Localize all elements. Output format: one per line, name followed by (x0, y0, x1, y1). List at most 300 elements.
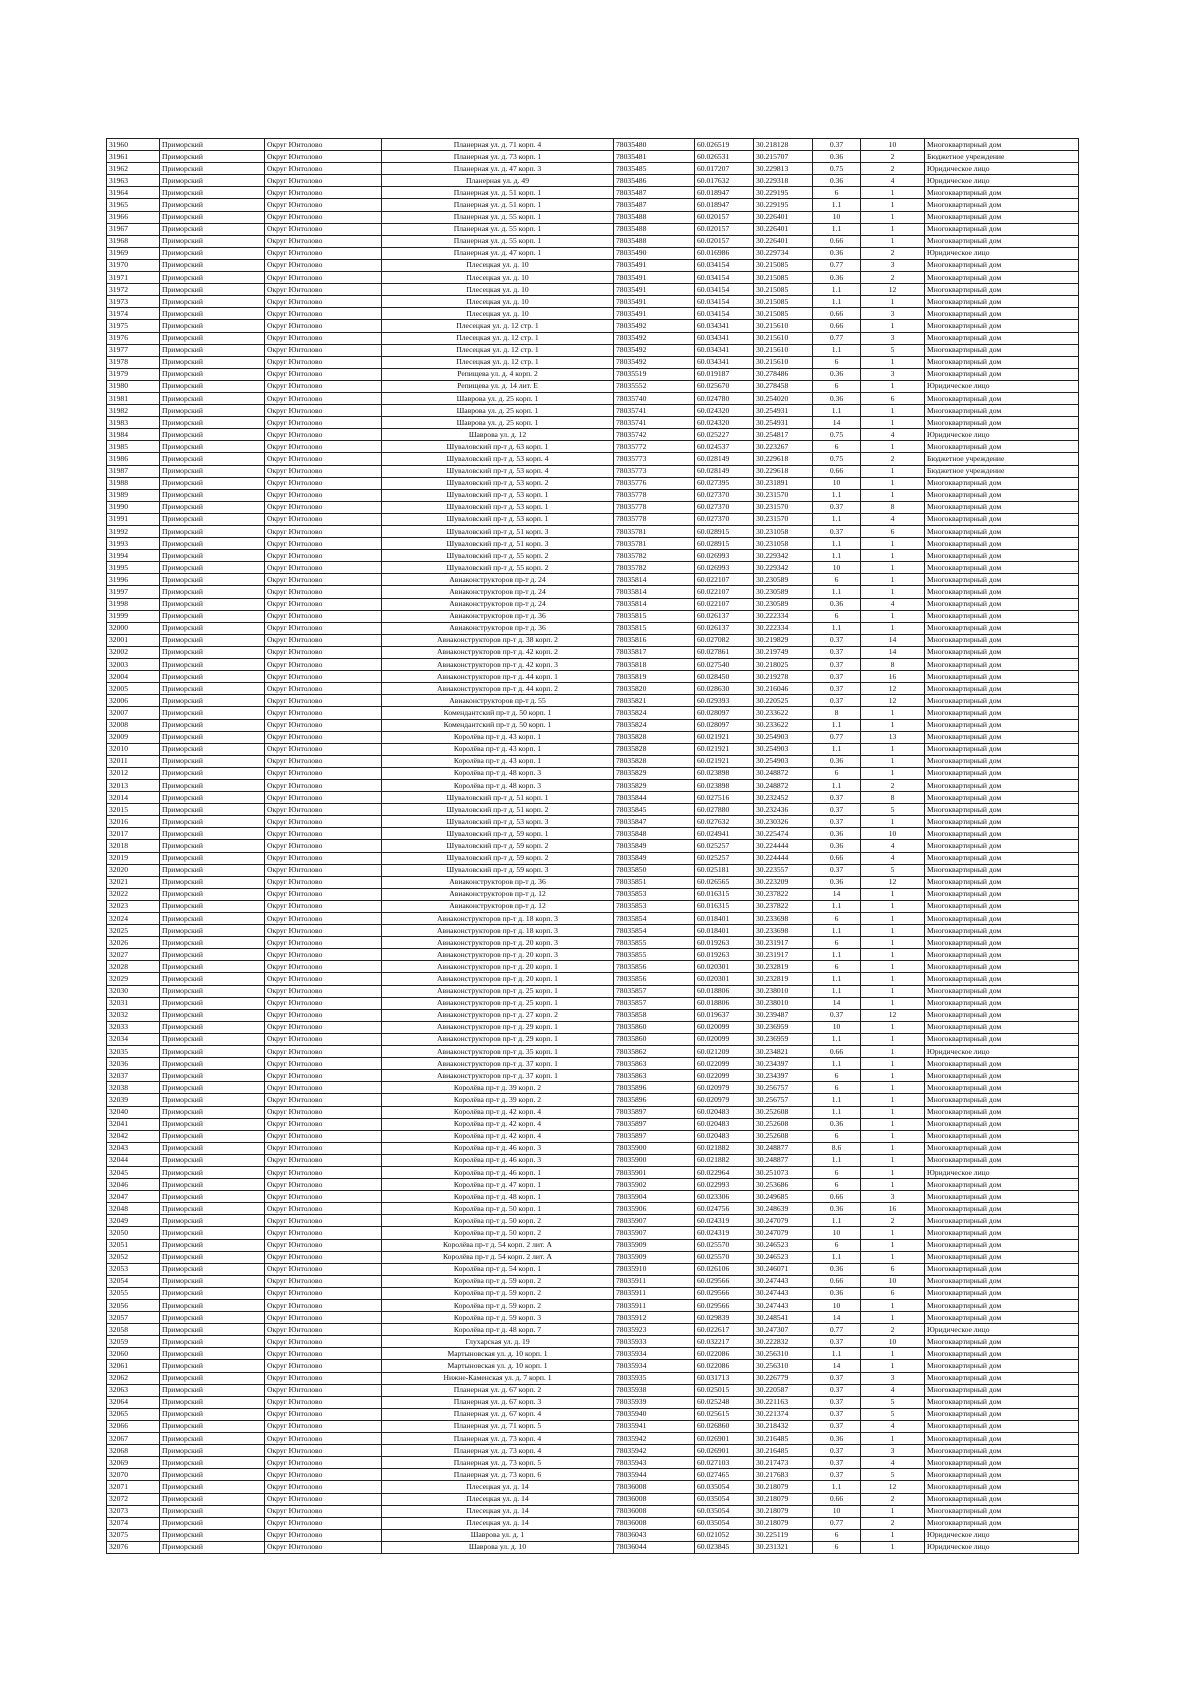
cell-latitude: 60.025015 (695, 1384, 754, 1396)
cell-row-number: 32042 (107, 1130, 160, 1142)
cell-volume: 1.1 (813, 405, 861, 417)
cell-object-code: 78035778 (614, 513, 695, 525)
cell-latitude: 60.034154 (695, 259, 754, 271)
cell-volume: 1.1 (813, 622, 861, 634)
cell-row-number: 31987 (107, 465, 160, 477)
cell-row-number: 32050 (107, 1227, 160, 1239)
cell-district: Приморский (160, 804, 265, 816)
cell-municipal-district: Округ Юнтолово (265, 852, 382, 864)
table-row (107, 1239, 1079, 1251)
cell-row-number: 31965 (107, 199, 160, 211)
cell-count: 12 (861, 1009, 925, 1021)
cell-district: Приморский (160, 586, 265, 598)
cell-object-code: 78035857 (614, 985, 695, 997)
cell-count: 1 (861, 380, 925, 392)
cell-count: 4 (861, 175, 925, 187)
cell-municipal-district: Округ Юнтолово (265, 1058, 382, 1070)
table-row (107, 1251, 1079, 1263)
cell-latitude: 60.017632 (695, 175, 754, 187)
cell-longitude: 30.246523 (754, 1239, 813, 1251)
cell-longitude: 30.222334 (754, 610, 813, 622)
cell-object-code: 78035828 (614, 755, 695, 767)
cell-volume: 10 (813, 211, 861, 223)
cell-object-code: 78035829 (614, 779, 695, 791)
cell-municipal-district: Округ Юнтолово (265, 368, 382, 380)
cell-address: Королёва пр-т д. 59 корп. 3 (382, 1312, 614, 1324)
cell-municipal-district: Округ Юнтолово (265, 779, 382, 791)
cell-object-type: Многоквартирный дом (925, 683, 1079, 695)
cell-object-code: 78035942 (614, 1445, 695, 1457)
cell-address: Авиаконструкторов пр-т д. 25 корп. 1 (382, 985, 614, 997)
cell-object-code: 78035824 (614, 707, 695, 719)
cell-longitude: 30.231570 (754, 513, 813, 525)
cell-object-code: 78035849 (614, 840, 695, 852)
cell-municipal-district: Округ Юнтолово (265, 1082, 382, 1094)
cell-latitude: 60.025570 (695, 1239, 754, 1251)
cell-address: Королёва пр-т д. 46 корп. 3 (382, 1154, 614, 1166)
cell-address: Королёва пр-т д. 59 корп. 2 (382, 1287, 614, 1299)
cell-longitude: 30.221163 (754, 1396, 813, 1408)
cell-object-type: Многоквартирный дом (925, 949, 1079, 961)
cell-address: Авиаконструкторов пр-т д. 55 (382, 695, 614, 707)
cell-district: Приморский (160, 767, 265, 779)
cell-latitude: 60.020157 (695, 235, 754, 247)
cell-count: 4 (861, 1457, 925, 1469)
cell-address: Плесецкая ул. д. 10 (382, 259, 614, 271)
cell-latitude: 60.027632 (695, 816, 754, 828)
cell-municipal-district: Округ Юнтолово (265, 828, 382, 840)
cell-address: Авиаконструкторов пр-т д. 44 корп. 2 (382, 683, 614, 695)
table-row (107, 707, 1079, 719)
table-row (107, 1312, 1079, 1324)
cell-count: 1 (861, 1360, 925, 1372)
cell-volume: 0.37 (813, 1372, 861, 1384)
cell-volume: 0.36 (813, 1118, 861, 1130)
cell-longitude: 30.232452 (754, 792, 813, 804)
cell-district: Приморский (160, 743, 265, 755)
cell-district: Приморский (160, 320, 265, 332)
cell-municipal-district: Округ Юнтолово (265, 1046, 382, 1058)
cell-volume: 0.66 (813, 235, 861, 247)
cell-volume: 0.36 (813, 840, 861, 852)
table-row (107, 1130, 1079, 1142)
cell-district: Приморский (160, 913, 265, 925)
cell-volume: 0.37 (813, 139, 861, 151)
cell-row-number: 32029 (107, 973, 160, 985)
cell-district: Приморский (160, 550, 265, 562)
table-row (107, 501, 1079, 513)
cell-longitude: 30.236959 (754, 1021, 813, 1033)
table-row (107, 792, 1079, 804)
cell-object-type: Многоквартирный дом (925, 973, 1079, 985)
cell-object-code: 78035844 (614, 792, 695, 804)
table-row (107, 1179, 1079, 1191)
cell-latitude: 60.028097 (695, 707, 754, 719)
cell-count: 14 (861, 646, 925, 658)
cell-district: Приморский (160, 1300, 265, 1312)
cell-district: Приморский (160, 163, 265, 175)
cell-row-number: 32035 (107, 1046, 160, 1058)
cell-longitude: 30.222334 (754, 622, 813, 634)
cell-object-code: 78035902 (614, 1179, 695, 1191)
cell-row-number: 32024 (107, 913, 160, 925)
cell-count: 1 (861, 586, 925, 598)
cell-volume: 1.1 (813, 1058, 861, 1070)
cell-longitude: 30.218079 (754, 1505, 813, 1517)
table-row (107, 392, 1079, 404)
cell-district: Приморский (160, 1408, 265, 1420)
table-row (107, 1046, 1079, 1058)
cell-municipal-district: Округ Юнтолово (265, 1033, 382, 1045)
cell-object-type: Многоквартирный дом (925, 272, 1079, 284)
cell-count: 1 (861, 1046, 925, 1058)
cell-latitude: 60.034154 (695, 308, 754, 320)
table-row (107, 284, 1079, 296)
cell-volume: 1.1 (813, 489, 861, 501)
cell-address: Королёва пр-т д. 42 корп. 4 (382, 1130, 614, 1142)
cell-object-code: 78035933 (614, 1336, 695, 1348)
cell-volume: 0.37 (813, 501, 861, 513)
cell-row-number: 32027 (107, 949, 160, 961)
cell-volume: 1.1 (813, 586, 861, 598)
cell-volume: 1.1 (813, 743, 861, 755)
cell-latitude: 60.018401 (695, 925, 754, 937)
cell-object-type: Многоквартирный дом (925, 1493, 1079, 1505)
cell-longitude: 30.231570 (754, 501, 813, 513)
cell-address: Шуваловский пр-т д. 59 корп. 2 (382, 840, 614, 852)
table-row (107, 199, 1079, 211)
cell-volume: 6 (813, 913, 861, 925)
cell-object-code: 78035896 (614, 1094, 695, 1106)
cell-object-type: Многоквартирный дом (925, 622, 1079, 634)
cell-latitude: 60.034154 (695, 296, 754, 308)
cell-volume: 0.77 (813, 1517, 861, 1529)
cell-longitude: 30.231321 (754, 1541, 813, 1553)
table-row (107, 574, 1079, 586)
cell-district: Приморский (160, 985, 265, 997)
cell-longitude: 30.254817 (754, 429, 813, 441)
cell-longitude: 30.219829 (754, 634, 813, 646)
cell-row-number: 32062 (107, 1372, 160, 1384)
cell-count: 1 (861, 622, 925, 634)
cell-district: Приморский (160, 405, 265, 417)
cell-volume: 0.66 (813, 1191, 861, 1203)
cell-municipal-district: Округ Юнтолово (265, 816, 382, 828)
table-row (107, 1445, 1079, 1457)
cell-latitude: 60.028149 (695, 453, 754, 465)
cell-address: Королёва пр-т д. 43 корп. 1 (382, 743, 614, 755)
table-row (107, 1106, 1079, 1118)
cell-address: Шуваловский пр-т д. 53 корп. 1 (382, 501, 614, 513)
cell-object-type: Многоквартирный дом (925, 900, 1079, 912)
cell-count: 2 (861, 1517, 925, 1529)
cell-municipal-district: Округ Юнтолово (265, 1154, 382, 1166)
cell-longitude: 30.215085 (754, 272, 813, 284)
cell-municipal-district: Округ Юнтолово (265, 1396, 382, 1408)
cell-object-code: 78035817 (614, 646, 695, 658)
cell-row-number: 32075 (107, 1529, 160, 1541)
cell-longitude: 30.247079 (754, 1215, 813, 1227)
cell-object-code: 78035487 (614, 187, 695, 199)
cell-row-number: 32065 (107, 1408, 160, 1420)
cell-longitude: 30.247443 (754, 1287, 813, 1299)
cell-object-type: Многоквартирный дом (925, 1021, 1079, 1033)
cell-object-code: 78035742 (614, 429, 695, 441)
table-row (107, 1408, 1079, 1420)
cell-latitude: 60.028149 (695, 465, 754, 477)
cell-municipal-district: Округ Юнтолово (265, 223, 382, 235)
cell-row-number: 32076 (107, 1541, 160, 1553)
cell-volume: 14 (813, 1360, 861, 1372)
cell-latitude: 60.023845 (695, 1541, 754, 1553)
cell-object-type: Многоквартирный дом (925, 1179, 1079, 1191)
cell-volume: 0.36 (813, 1263, 861, 1275)
cell-longitude: 30.278458 (754, 380, 813, 392)
cell-count: 3 (861, 368, 925, 380)
table-row (107, 743, 1079, 755)
cell-municipal-district: Округ Юнтолово (265, 320, 382, 332)
cell-object-type: Многоквартирный дом (925, 779, 1079, 791)
cell-address: Королёва пр-т д. 54 корп. 2 лит. А (382, 1251, 614, 1263)
cell-volume: 1.1 (813, 1154, 861, 1166)
cell-object-code: 78035941 (614, 1420, 695, 1432)
cell-municipal-district: Округ Юнтолово (265, 550, 382, 562)
cell-count: 10 (861, 1336, 925, 1348)
cell-object-code: 78035944 (614, 1469, 695, 1481)
cell-municipal-district: Округ Юнтолово (265, 804, 382, 816)
cell-volume: 1.1 (813, 199, 861, 211)
cell-count: 1 (861, 405, 925, 417)
table-row (107, 163, 1079, 175)
cell-municipal-district: Округ Юнтолово (265, 1275, 382, 1287)
cell-row-number: 32074 (107, 1517, 160, 1529)
cell-district: Приморский (160, 1118, 265, 1130)
cell-object-type: Юридическое лицо (925, 1166, 1079, 1178)
cell-count: 5 (861, 1469, 925, 1481)
cell-longitude: 30.248639 (754, 1203, 813, 1215)
cell-object-code: 78035900 (614, 1142, 695, 1154)
cell-latitude: 60.022107 (695, 574, 754, 586)
table-row (107, 997, 1079, 1009)
cell-count: 16 (861, 671, 925, 683)
cell-object-code: 78035519 (614, 368, 695, 380)
cell-count: 5 (861, 1408, 925, 1420)
table-row (107, 1287, 1079, 1299)
cell-count: 10 (861, 1275, 925, 1287)
cell-volume: 0.37 (813, 864, 861, 876)
cell-municipal-district: Округ Юнтолово (265, 1529, 382, 1541)
cell-object-code: 78035773 (614, 453, 695, 465)
table-row (107, 139, 1079, 151)
cell-volume: 0.37 (813, 1396, 861, 1408)
cell-latitude: 60.020301 (695, 973, 754, 985)
cell-longitude: 30.226779 (754, 1372, 813, 1384)
cell-municipal-district: Округ Юнтолово (265, 1469, 382, 1481)
cell-volume: 14 (813, 997, 861, 1009)
table-row (107, 211, 1079, 223)
cell-longitude: 30.248872 (754, 779, 813, 791)
cell-latitude: 60.035054 (695, 1517, 754, 1529)
cell-count: 5 (861, 864, 925, 876)
cell-object-type: Многоквартирный дом (925, 392, 1079, 404)
cell-row-number: 32073 (107, 1505, 160, 1517)
cell-object-code: 78035481 (614, 151, 695, 163)
cell-longitude: 30.246071 (754, 1263, 813, 1275)
cell-row-number: 31996 (107, 574, 160, 586)
cell-district: Приморский (160, 562, 265, 574)
cell-volume: 0.36 (813, 828, 861, 840)
cell-longitude: 30.247443 (754, 1275, 813, 1287)
cell-longitude: 30.215085 (754, 259, 813, 271)
cell-object-type: Бюджетное учреждение (925, 465, 1079, 477)
cell-volume: 14 (813, 417, 861, 429)
cell-address: Королёва пр-т д. 46 корп. 1 (382, 1166, 614, 1178)
table-row (107, 1348, 1079, 1360)
cell-object-code: 78035923 (614, 1324, 695, 1336)
cell-district: Приморский (160, 465, 265, 477)
cell-row-number: 32020 (107, 864, 160, 876)
cell-volume: 0.37 (813, 816, 861, 828)
table-row (107, 1118, 1079, 1130)
cell-object-type: Многоквартирный дом (925, 235, 1079, 247)
cell-object-type: Многоквартирный дом (925, 308, 1079, 320)
cell-address: Шуваловский пр-т д. 53 корп. 2 (382, 477, 614, 489)
cell-object-type: Многоквартирный дом (925, 356, 1079, 368)
cell-volume: 0.77 (813, 731, 861, 743)
cell-longitude: 30.215610 (754, 332, 813, 344)
cell-latitude: 60.025257 (695, 840, 754, 852)
cell-municipal-district: Округ Юнтолово (265, 731, 382, 743)
cell-district: Приморский (160, 139, 265, 151)
table-row (107, 1505, 1079, 1517)
cell-volume: 10 (813, 1505, 861, 1517)
table-row (107, 538, 1079, 550)
table-row (107, 1009, 1079, 1021)
cell-object-code: 78035900 (614, 1154, 695, 1166)
cell-count: 1 (861, 211, 925, 223)
cell-address: Авиаконструкторов пр-т д. 24 (382, 574, 614, 586)
cell-row-number: 32021 (107, 876, 160, 888)
cell-district: Приморский (160, 1384, 265, 1396)
cell-count: 1 (861, 816, 925, 828)
cell-count: 1 (861, 1118, 925, 1130)
cell-object-type: Многоквартирный дом (925, 913, 1079, 925)
cell-latitude: 60.034341 (695, 356, 754, 368)
cell-district: Приморский (160, 900, 265, 912)
cell-count: 13 (861, 731, 925, 743)
table-row (107, 308, 1079, 320)
cell-row-number: 32051 (107, 1239, 160, 1251)
cell-longitude: 30.215610 (754, 356, 813, 368)
cell-district: Приморский (160, 1493, 265, 1505)
cell-object-code: 78035934 (614, 1360, 695, 1372)
cell-object-type: Многоквартирный дом (925, 985, 1079, 997)
cell-count: 8 (861, 501, 925, 513)
cell-longitude: 30.220587 (754, 1384, 813, 1396)
cell-row-number: 32064 (107, 1396, 160, 1408)
cell-district: Приморский (160, 1154, 265, 1166)
cell-object-code: 78035863 (614, 1058, 695, 1070)
table-row (107, 1517, 1079, 1529)
cell-count: 1 (861, 417, 925, 429)
cell-longitude: 30.219278 (754, 671, 813, 683)
cell-object-code: 78035740 (614, 392, 695, 404)
cell-municipal-district: Округ Юнтолово (265, 1251, 382, 1263)
cell-count: 1 (861, 707, 925, 719)
cell-latitude: 60.027861 (695, 646, 754, 658)
cell-count: 1 (861, 441, 925, 453)
cell-latitude: 60.022099 (695, 1058, 754, 1070)
cell-volume: 0.36 (813, 392, 861, 404)
table-row (107, 1094, 1079, 1106)
cell-address: Плесецкая ул. д. 14 (382, 1481, 614, 1493)
cell-district: Приморский (160, 441, 265, 453)
cell-object-code: 78035487 (614, 199, 695, 211)
cell-object-type: Многоквартирный дом (925, 489, 1079, 501)
cell-object-code: 78036008 (614, 1505, 695, 1517)
cell-address: Шаврова ул. д. 25 корп. 1 (382, 417, 614, 429)
cell-municipal-district: Округ Юнтолово (265, 1009, 382, 1021)
cell-longitude: 30.256757 (754, 1094, 813, 1106)
cell-latitude: 60.021209 (695, 1046, 754, 1058)
cell-address: Авиаконструкторов пр-т д. 25 корп. 1 (382, 997, 614, 1009)
cell-address: Королёва пр-т д. 47 корп. 1 (382, 1179, 614, 1191)
cell-count: 5 (861, 804, 925, 816)
cell-latitude: 60.025227 (695, 429, 754, 441)
cell-district: Приморский (160, 538, 265, 550)
cell-row-number: 31974 (107, 308, 160, 320)
cell-count: 2 (861, 1324, 925, 1336)
cell-row-number: 32037 (107, 1070, 160, 1082)
cell-count: 2 (861, 779, 925, 791)
cell-address: Королёва пр-т д. 59 корп. 2 (382, 1275, 614, 1287)
table-row (107, 259, 1079, 271)
cell-longitude: 30.231058 (754, 526, 813, 538)
cell-row-number: 32072 (107, 1493, 160, 1505)
cell-longitude: 30.237822 (754, 888, 813, 900)
cell-object-code: 78035492 (614, 356, 695, 368)
cell-latitude: 60.029566 (695, 1300, 754, 1312)
cell-municipal-district: Округ Юнтолово (265, 1408, 382, 1420)
cell-district: Приморский (160, 1251, 265, 1263)
cell-district: Приморский (160, 1227, 265, 1239)
cell-latitude: 60.020483 (695, 1118, 754, 1130)
cell-object-type: Многоквартирный дом (925, 344, 1079, 356)
cell-district: Приморский (160, 1360, 265, 1372)
cell-address: Шаврова ул. д. 12 (382, 429, 614, 441)
cell-object-type: Многоквартирный дом (925, 1142, 1079, 1154)
cell-district: Приморский (160, 925, 265, 937)
cell-volume: 0.36 (813, 151, 861, 163)
cell-latitude: 60.018947 (695, 199, 754, 211)
cell-longitude: 30.229318 (754, 175, 813, 187)
cell-latitude: 60.026860 (695, 1420, 754, 1432)
cell-municipal-district: Округ Юнтолово (265, 1505, 382, 1517)
cell-district: Приморский (160, 574, 265, 586)
cell-object-type: Многоквартирный дом (925, 1263, 1079, 1275)
table-row (107, 1058, 1079, 1070)
cell-object-type: Многоквартирный дом (925, 296, 1079, 308)
cell-municipal-district: Округ Юнтолово (265, 1263, 382, 1275)
cell-object-type: Юридическое лицо (925, 429, 1079, 441)
cell-longitude: 30.224444 (754, 840, 813, 852)
cell-municipal-district: Округ Юнтолово (265, 1215, 382, 1227)
cell-count: 1 (861, 900, 925, 912)
cell-volume: 0.36 (813, 1203, 861, 1215)
cell-longitude: 30.215085 (754, 296, 813, 308)
cell-row-number: 32018 (107, 840, 160, 852)
cell-latitude: 60.024320 (695, 405, 754, 417)
